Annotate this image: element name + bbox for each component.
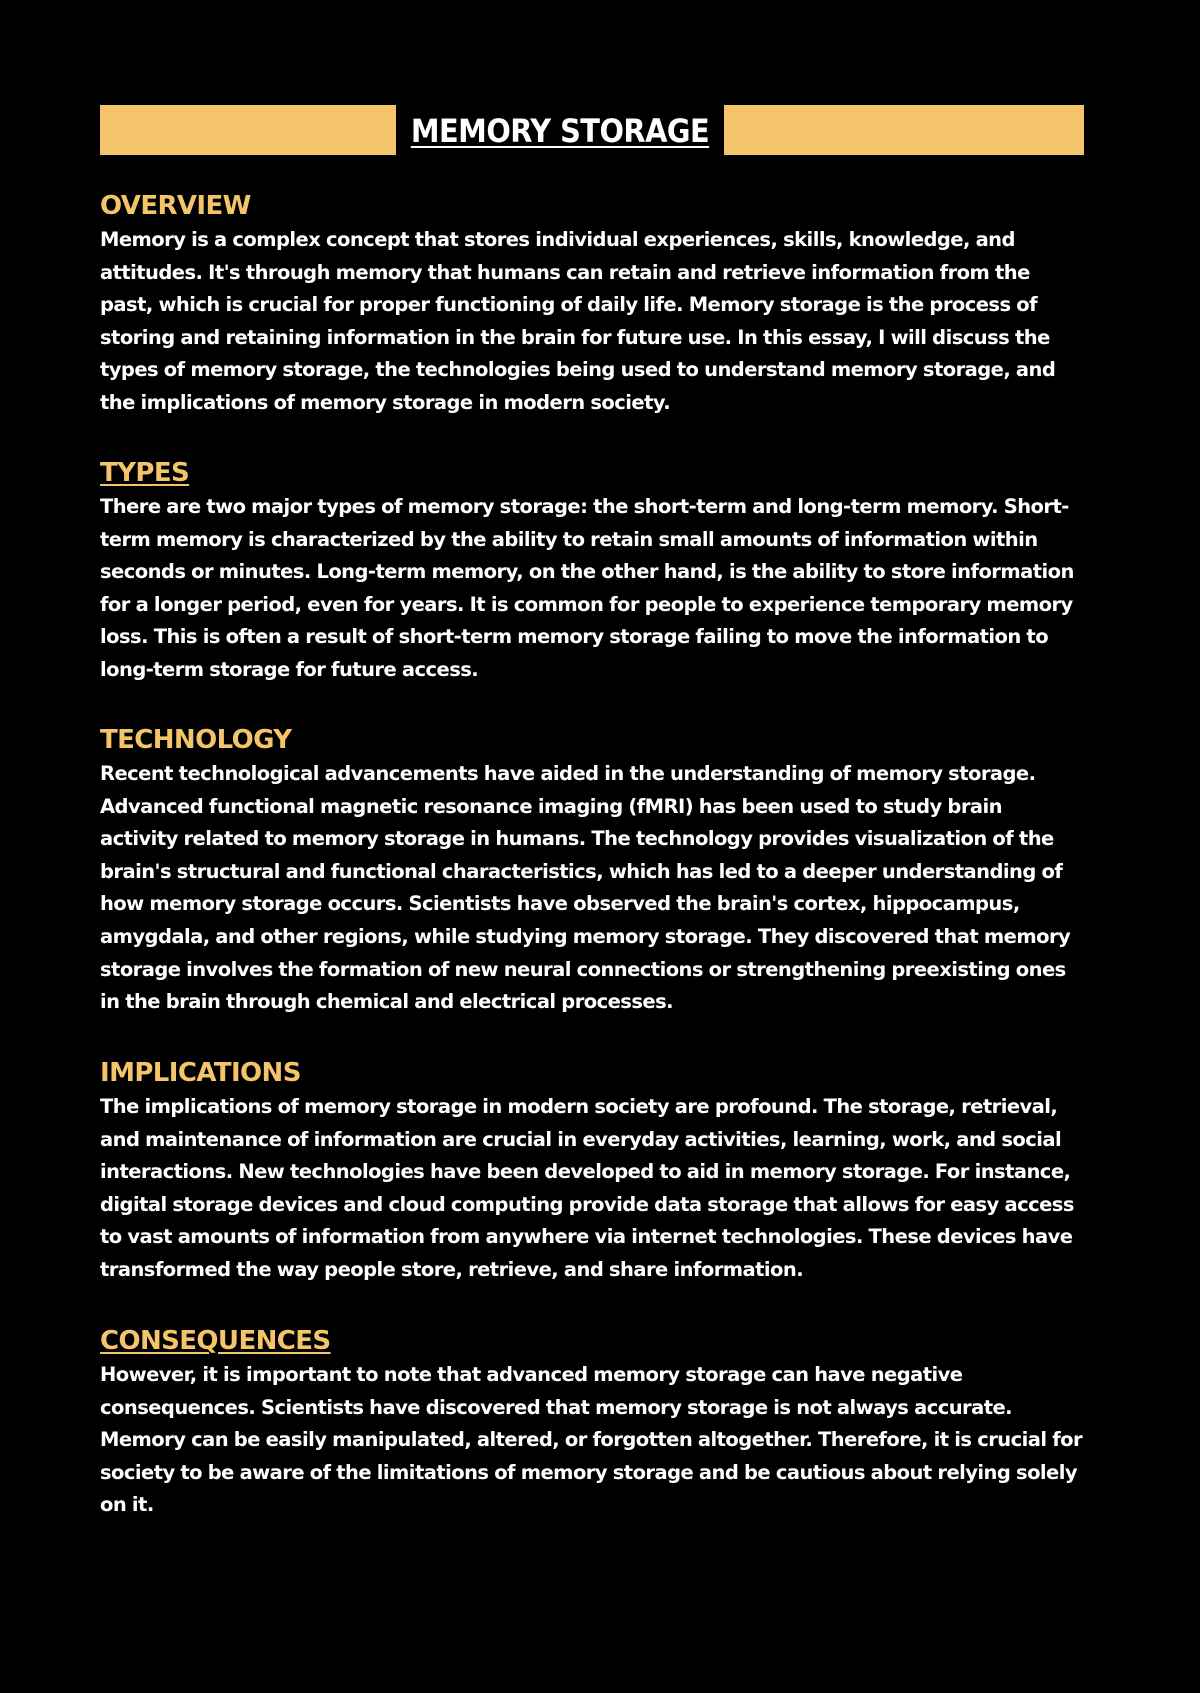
title-bar-right-decoration <box>724 105 1084 155</box>
title-bar-left-decoration <box>100 105 396 155</box>
section-body-implications: The implications of memory storage in modern society are profound. The storage, retrieval, and maintenance of information are crucial in everyday activities, learning, work, and social interactions. New technologies have been developed to aid in memory storage. For instance, digital storage devices and cloud computing provide data storage that allows for easy access to vast amounts of information from anywhere via internet technologies. These devices have transformed the way people store, retrieve, and share information. <box>100 1095 1074 1281</box>
section-heading-technology: TECHNOLOGY <box>100 725 292 755</box>
section-overview <box>100 190 1084 420</box>
section-technology <box>100 724 1084 1019</box>
section-implications <box>100 1057 1084 1287</box>
section-heading-implications: IMPLICATIONS <box>100 1058 301 1088</box>
document-title: MEMORY STORAGE <box>410 112 710 150</box>
section-heading-overview: OVERVIEW <box>100 191 251 221</box>
section-consequences <box>100 1325 1084 1522</box>
section-types <box>100 457 1084 687</box>
section-body-consequences: However, it is important to note that advanced memory storage can have negative consequences. Scientists have discovered that memory storage is not always accurate. Memory can be easily manipulated, altered, or forgotten altogether. Therefore, it is crucial for society to be aware of the limitations of memory storage and be cautious about relying solely on it. <box>100 1363 1083 1517</box>
title-banner <box>100 105 1084 155</box>
section-body-types: There are two major types of memory storage: the short-term and long-term memory. Short-term memory is characterized by the ability to retain small amounts of information within seconds or minutes. Long-term memory, on the other hand, is the ability to store information for a longer period, even for years. It is common for people to experience temporary memory loss. This is often a result of short-term memory storage failing to move the information to long-term storage for future access. <box>100 495 1074 681</box>
section-body-technology: Recent technological advancements have aided in the understanding of memory storage. Advanced functional magnetic resonance imaging (fMRI) has been used to study brain activity related to memory storage in humans. The technology provides visualization of the brain's structural and functional characteristics, which has led to a deeper understanding of how memory storage occurs. Scientists have observed the brain's cortex, hippocampus, amygdala, and other regions, while studying memory storage. They discovered that memory storage involves the formation of new neural connections or strengthening preexisting ones in the brain through chemical and electrical processes. <box>100 762 1071 1014</box>
section-heading-consequences: CONSEQUENCES <box>100 1326 331 1356</box>
section-body-overview: Memory is a complex concept that stores individual experiences, skills, knowledge, and attitudes. It's through memory that humans can retain and retrieve information from the past, which is crucial for proper functioning of daily life. Memory storage is the process of storing and retaining information in the brain for future use. In this essay, I will discuss the types of memory storage, the technologies being used to understand memory storage, and the implications of memory storage in modern society. <box>100 228 1056 414</box>
section-heading-types: TYPES <box>100 458 190 488</box>
